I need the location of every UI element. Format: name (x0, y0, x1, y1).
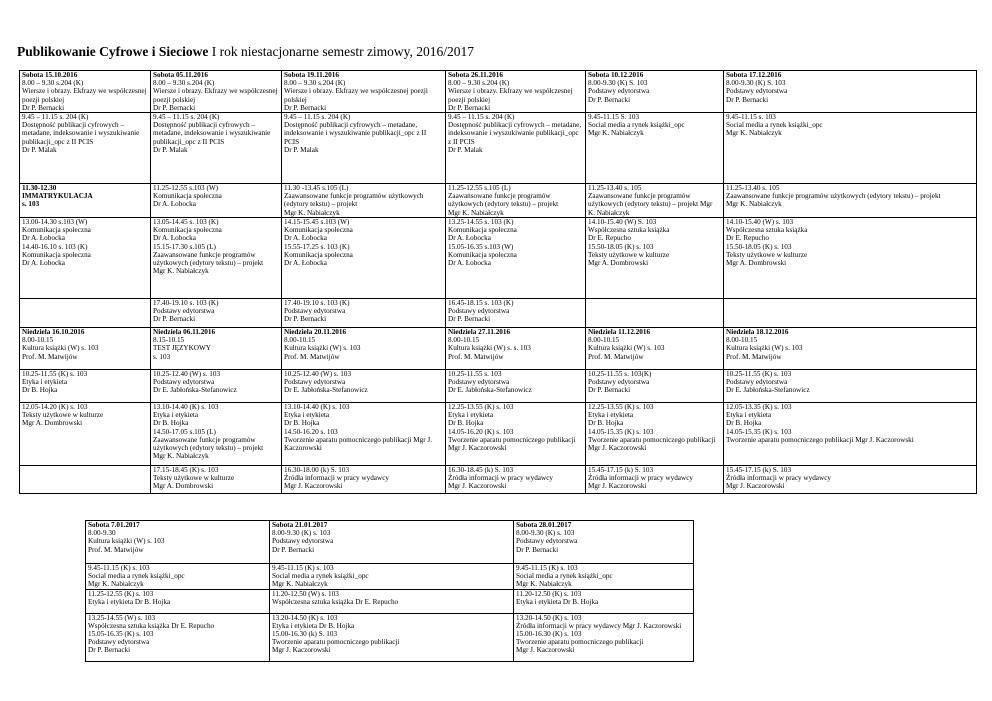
schedule-cell (446, 113, 586, 184)
cell-entry: 15.45-17.15 (k) S. 103 Źródła informacji w pracy wydawcy Mgr J. Kaczorowski (726, 466, 831, 491)
cell-entry: 12.25-13.55 (K) s. 103 Etyka i etykieta Dr B. Hojka 14.05-16.20 (K) s. 103 Tworzenie aparatu pomocniczego publikacji Mgr J. Kaczorowski (448, 403, 576, 453)
cell-entry: 16.45-18.15 s. 103 (K) Podstawy edytorstwa Dr P. Bernacki (448, 299, 514, 324)
cell-entry: 17.40-19.10 s. 103 (K) Podstawy edytorstwa Dr P. Bernacki (284, 299, 350, 324)
schedule-cell (514, 521, 694, 564)
page-title (17, 44, 474, 60)
cell-entry: 8.15-10.15 TEST JĘZYKOWY s. 103 (153, 336, 211, 361)
schedule-cell (586, 370, 724, 403)
cell-entry: 13.05-14.45 s. 103 (K) Komunikacja społeczna Dr A. Łobocka 15.15-17.30 s.105 (L) Zaawansowane funkcje programów użytkowych (edytory tekstu) – projekt Mgr K. Nabiałczyk (153, 218, 264, 276)
cell-heading: Sobota 7.01.2017 (88, 521, 140, 529)
schedule-cell (724, 328, 977, 370)
schedule-cell (586, 184, 724, 218)
schedule-cell (724, 403, 977, 466)
january-schedule-body (86, 521, 694, 662)
cell-entry: 17.40-19.10 s. 103 (K) Podstawy edytorstwa Dr P. Bernacki (153, 299, 219, 324)
schedule-cell (151, 71, 282, 113)
saturday-row (20, 113, 977, 184)
schedule-cell (514, 564, 694, 590)
saturday-row (20, 184, 977, 218)
cell-entry: 9.45 – 11.15 s. 204 (K) Dostępność publikacji cyfrowych –metadane, indeksowanie i wyszukiwanie publikacji_opc z II PCIS Dr P. Malak (22, 113, 140, 154)
schedule-cell (446, 184, 586, 218)
cell-entry: 13.25-14.55 (W) s. 103 Współczesna sztuka książka Dr E. Repucho 15.05-16.35 (K) s. 103 Podstawy edytorstwa Dr P. Bernacki (88, 613, 215, 655)
cell-entry: 10.25-11.55 s. 103 Podstawy edytorstwa Dr E. Jabłońska-Stefanowicz (448, 370, 532, 395)
cell-entry: 11.20-12.50 (K) s. 103 Etyka i etykieta Dr B. Hojka (516, 589, 599, 606)
cell-entry: 8.00-10.15 Kultura książki (W) s. 103 Prof. M. Matwijów (588, 336, 665, 361)
cell-entry: 17.15-18.45 (K) s. 103 Teksty użytkowe w kulturze Mgr A. Dombrowski (153, 466, 235, 491)
cell-entry: 9.45 – 11.15 s. 204 (K) Dostępność publikacji cyfrowych – metadane, indeksowanie i wyszukiwanie publikacji_opc z II PCIS Dr P. Malak (448, 113, 582, 154)
cell-heading: Niedziela 16.10.2016 (22, 328, 85, 337)
cell-entry: 10.25-11.55 (K) s. 103 Podstawy edytorstwa Dr E. Jabłońska-Stefanowicz (726, 370, 810, 395)
january-row (86, 521, 694, 564)
cell-entry: 9.45-11.15 s. 103 Social media a rynek książki_opc Mgr K. Nabiałczyk (726, 113, 823, 138)
cell-entry: 8.00 – 9.30 s.204 (K) Wiersze i obrazy. Ekfrazy we współczesnej poezji polskiej Dr P. Bernacki (448, 79, 573, 112)
schedule-cell (270, 613, 514, 661)
schedule-cell (446, 71, 586, 113)
cell-entry: 11.25-12.55 (K) s. 103 Etyka i etykieta Dr B. Hojka (88, 589, 171, 606)
cell-entry: 13.10-14.40 (K) s. 103 Etyka i etykieta Dr B. Hojka 14.50-17.05 s.105 (L) Zaawansowane funkcje programów użytkowych (edytory tekstu) – projekt Mgr K. Nabiałczyk (153, 403, 264, 461)
cell-heading: Sobota 10.12.2016 (588, 71, 644, 79)
cell-heading: Sobota 17.12.2016 (726, 71, 782, 79)
january-row (86, 589, 694, 613)
schedule-cell (20, 466, 151, 494)
schedule-cell (270, 589, 514, 613)
schedule-cell (151, 299, 282, 328)
schedule-cell (151, 113, 282, 184)
cell-heading: Niedziela 06.11.2016 (153, 328, 216, 337)
page-title-bold: Publikowanie Cyfrowe i Sieciowe (17, 44, 209, 59)
schedule-cell (151, 184, 282, 218)
cell-entry: 13.00-14.30 s.103 (W) Komunikacja społeczna Dr A. Łobocka 14.40-16.10 s. 103 (K) Komunikacja społeczna Dr A. Łobocka (22, 218, 91, 268)
january-schedule-table (85, 520, 694, 662)
cell-entry: 14.10-15.40 (W) s. 103 Współczesna sztuka książka Dr E. Repucho 15.50-18.05 (K) s. 103 Teksty użytkowe w kulturze Mgr A. Dombrowski (726, 218, 808, 268)
schedule-cell (446, 403, 586, 466)
schedule-cell (151, 403, 282, 466)
schedule-cell (151, 370, 282, 403)
cell-heading: Niedziela 11.12.2016 (588, 328, 651, 337)
autumn-schedule-table (19, 70, 977, 494)
schedule-cell (20, 184, 151, 218)
cell-entry: 11.25-13.40 s. 105 Zaawansowane funkcje programów użytkowych (edytory tekstu) – projekt Mgr K. Nabiałczyk (588, 184, 713, 217)
schedule-cell (20, 328, 151, 370)
schedule-cell (86, 521, 270, 564)
cell-entry: 10.25-11.55 (K) s. 103 Etyka i etykieta Dr B. Hojka (22, 370, 88, 395)
cell-entry: 8.00-10.15 Kultura książki (W) s. 103 Prof. M. Matwijów (22, 336, 99, 361)
cell-heading: Sobota 05.11.2016 (153, 71, 208, 79)
cell-heading: Sobota 26.11.2016 (448, 71, 503, 79)
schedule-cell (282, 184, 446, 218)
schedule-cell (151, 218, 282, 299)
cell-entry: 11.25-12.55 s.105 (L) Zaawansowane funkcje programów użytkowych (edytory tekstu) – projekt Mgr K. Nabiałczyk (448, 184, 559, 217)
cell-entry: 10.25-12.40 (W) s. 103 Podstawy edytorstwa Dr E. Jabłońska-Stefanowicz (284, 370, 368, 395)
cell-heading: 11.30-12.30 IMMATRYKULACJA s. 103 (22, 184, 93, 209)
schedule-cell (514, 589, 694, 613)
cell-entry: 10.25-12.40 (W) s. 103 Podstawy edytorstwa Dr E. Jabłońska-Stefanowicz (153, 370, 237, 395)
sunday-row (20, 370, 977, 403)
schedule-cell (86, 589, 270, 613)
cell-heading: Sobota 19.11.2016 (284, 71, 339, 79)
cell-entry: 9.45-11.15 S. 103 Social media a rynek książki_opc Mgr K. Nabiałczyk (588, 113, 685, 138)
page-title-rest: I rok niestacjonarne semestr zimowy, 2016/2017 (208, 44, 475, 59)
cell-entry: 9.45 – 11.15 s. 204 (K) Dostępność publikacji cyfrowych –metadane, indeksowanie i wyszukiwanie publikacji_opc z II PCIS Dr P. Malak (153, 113, 271, 154)
schedule-cell (586, 299, 724, 328)
schedule-cell (282, 328, 446, 370)
cell-entry: 9.45 – 11.15 s. 204 (K) Dostępność publikacji cyfrowych – metadane, indeksowanie i wyszukiwanie publikacji_opc z II PCIS Dr P. Malak (284, 113, 427, 154)
schedule-cell (586, 218, 724, 299)
sunday-row (20, 403, 977, 466)
schedule-cell (724, 71, 977, 113)
schedule-cell (282, 71, 446, 113)
schedule-cell (724, 299, 977, 328)
schedule-cell (514, 613, 694, 661)
cell-heading: Sobota 28.01.2017 (516, 521, 572, 529)
cell-entry: 9.45-11.15 (K) s. 103 Social media a rynek książki_opc Mgr K. Nabiałczyk (516, 564, 613, 589)
schedule-cell (446, 299, 586, 328)
cell-entry: 8.00-9.30 (K) s. 103 Podstawy edytorstwa Dr P. Bernacki (272, 529, 334, 554)
cell-entry: 13.10-14.40 (K) s. 103 Etyka i etykieta Dr B. Hojka 14.50-16.20 s. 103 Tworzenie aparatu pomocniczego publikacji Mgr J. Kaczorowski (284, 403, 432, 453)
cell-entry: 14.10-15.40 (W) S. 103 Współczesna sztuka książka Dr E. Repucho 15.50-18.05 (K) s. 103 Teksty użytkowe w kulturze Mgr A. Dombrowski (588, 218, 670, 268)
cell-heading: Niedziela 27.11.2016 (448, 328, 511, 337)
schedule-cell (282, 299, 446, 328)
cell-entry: 15.45-17.15 (k) S. 103 Źródła informacji w pracy wydawcy Mgr J. Kaczorowski (588, 466, 693, 491)
schedule-cell (724, 466, 977, 494)
cell-entry: 9.45-11.15 (K) s. 103 Social media a rynek książki_opc Mgr K. Nabiałczyk (88, 564, 185, 589)
cell-entry: 13.20-14.50 (K) s. 103 Źródła informacji w pracy wydawcy Mgr J. Kaczorowski 15.00-16.30 (K) s. 103 Tworzenie aparatu pomocniczego publikacji Mgr J. Kaczorowski (516, 613, 682, 655)
schedule-cell (446, 466, 586, 494)
cell-entry: 8.00-10.15 Kultura książki (W) s. 103 Prof. M. Matwijów (726, 336, 803, 361)
schedule-cell (724, 218, 977, 299)
cell-entry: 8.00 – 9.30 s.204 (K) Wiersze i obrazy. Ekfrazy we współczesnej poezji polskiej Dr P. Bernacki (22, 79, 147, 112)
cell-entry: 11.20-12.50 (W) s. 103 Współczesna sztuka książka Dr E. Repucho (272, 589, 399, 606)
cell-heading: Sobota 21.01.2017 (272, 521, 328, 529)
cell-heading: Niedziela 18.12.2016 (726, 328, 789, 337)
schedule-cell (446, 370, 586, 403)
cell-entry: 13.20-14.50 (K) s. 103 Etyka i etykieta Dr B. Hojka 15.00-16.30 (k) S. 103 Tworzenie aparatu pomocniczego publikacji Mgr J. Kaczorowski (272, 613, 400, 655)
schedule-cell (446, 218, 586, 299)
cell-entry: 16.30-18.45 (k) S. 103 Źródła informacji w pracy wydawcy Mgr J. Kaczorowski (448, 466, 553, 491)
schedule-cell (20, 218, 151, 299)
schedule-cell (20, 403, 151, 466)
schedule-cell (282, 113, 446, 184)
cell-entry: 10.25-11.55 s. 103(K) Podstawy edytorstwa Dr P. Bernacki (588, 370, 652, 395)
cell-entry: 8.00-10.15 Kultura książki (W) s. 103 Prof. M. Matwijów (284, 336, 361, 361)
schedule-cell (282, 466, 446, 494)
cell-heading: Niedziela 20.11.2016 (284, 328, 347, 337)
schedule-cell (586, 113, 724, 184)
cell-entry: 8.00 – 9.30 s.204 (K) Wiersze i obrazy. Ekfrazy we współczesnej poezji polskiej Dr P. Bernacki (284, 79, 428, 112)
cell-entry: 14.15-15.45 s.103 (W) Komunikacja społeczna Dr A. Łobocka 15.55-17.25 s. 103 (K) Komunikacja społeczna Dr A. Łobocka (284, 218, 353, 268)
sunday-row (20, 466, 977, 494)
cell-entry: 8.00-9.30 (K) S. 103 Podstawy edytorstwa Dr P. Bernacki (726, 79, 788, 104)
schedule-cell (282, 370, 446, 403)
saturday-row (20, 71, 977, 113)
schedule-cell (282, 403, 446, 466)
january-row (86, 564, 694, 590)
schedule-cell (586, 403, 724, 466)
saturday-row (20, 299, 977, 328)
cell-entry: 8.00 – 9.30 s.204 (K) Wiersze i obrazy. Ekfrazy we współczesnej poezji polskiej Dr P. Bernacki (153, 79, 278, 112)
schedule-cell (270, 564, 514, 590)
schedule-cell (86, 564, 270, 590)
schedule-cell (282, 218, 446, 299)
schedule-cell (586, 466, 724, 494)
schedule-cell (151, 466, 282, 494)
cell-entry: 11.30 -13.45 s.105 (L) Zaawansowane funkcje programów użytkowych (edytory tekstu) – projekt Mgr K. Nabiałczyk (284, 184, 424, 217)
schedule-cell (20, 370, 151, 403)
schedule-cell (86, 613, 270, 661)
cell-entry: 13.25-14.55 s. 103 (K) Komunikacja społeczna Dr A. Łobocka 15.05-16.35 s.103 (W) Komunikacja społeczna Dr A. Łobocka (448, 218, 517, 268)
schedule-cell (151, 328, 282, 370)
schedule-cell (724, 184, 977, 218)
schedule-cell (20, 113, 151, 184)
cell-entry: 16.30-18.00 (k) S. 103 Źródła informacji w pracy wydawcy Mgr J. Kaczorowski (284, 466, 389, 491)
cell-entry: 12.05-13.35 (K) s. 103 Etyka i etykieta Dr B. Hojka 14.05-15.35 (K) s. 103 Tworzenie aparatu pomocniczego publikacji Mgr J. Kaczorowski (726, 403, 914, 444)
autumn-schedule-body (20, 71, 977, 494)
cell-entry: 8.00-9.30 (K) S. 103 Podstawy edytorstwa Dr P. Bernacki (588, 79, 650, 104)
schedule-cell (270, 521, 514, 564)
schedule-cell (446, 328, 586, 370)
saturday-row (20, 218, 977, 299)
cell-entry: 8.00-9.30 (K) s. 103 Podstawy edytorstwa Dr P. Bernacki (516, 529, 578, 554)
schedule-cell (724, 113, 977, 184)
schedule-cell (724, 370, 977, 403)
cell-entry: 12.05-14.20 (K) s. 103 Teksty użytkowe w kulturze Mgr A. Dombrowski (22, 403, 104, 428)
sunday-row (20, 328, 977, 370)
cell-entry: 8.00-10.15 Kultura książki (W) s. s. 103 Prof. M. Matwijów (448, 336, 531, 361)
cell-entry: 8.00-9.30 Kultura książki (W) s. 103 Prof. M. Matwijów (88, 529, 165, 554)
january-row (86, 613, 694, 661)
cell-entry: 11.25-13.40 s. 105 Zaawansowane funkcje programów użytkowych (edytory tekstu) – projekt Mgr K. Nabiałczyk (726, 184, 941, 209)
schedule-cell (586, 328, 724, 370)
schedule-cell (20, 71, 151, 113)
cell-entry: 9.45-11.15 (K) s. 103 Social media a rynek książki_opc Mgr K. Nabiałczyk (272, 564, 369, 589)
cell-heading: Sobota 15.10.2016 (22, 71, 78, 79)
cell-entry: 12.25-13.55 (K) s. 103 Etyka i etykieta Dr B. Hojka 14.05-15.35 (K) s. 103 Tworzenie aparatu pomocniczego publikacji Mgr J. Kaczorowski (588, 403, 716, 453)
schedule-cell (586, 71, 724, 113)
schedule-cell (20, 299, 151, 328)
cell-entry: 11.25-12.55 s.103 (W) Komunikacja społeczna Dr A. Łobocka (153, 184, 222, 209)
